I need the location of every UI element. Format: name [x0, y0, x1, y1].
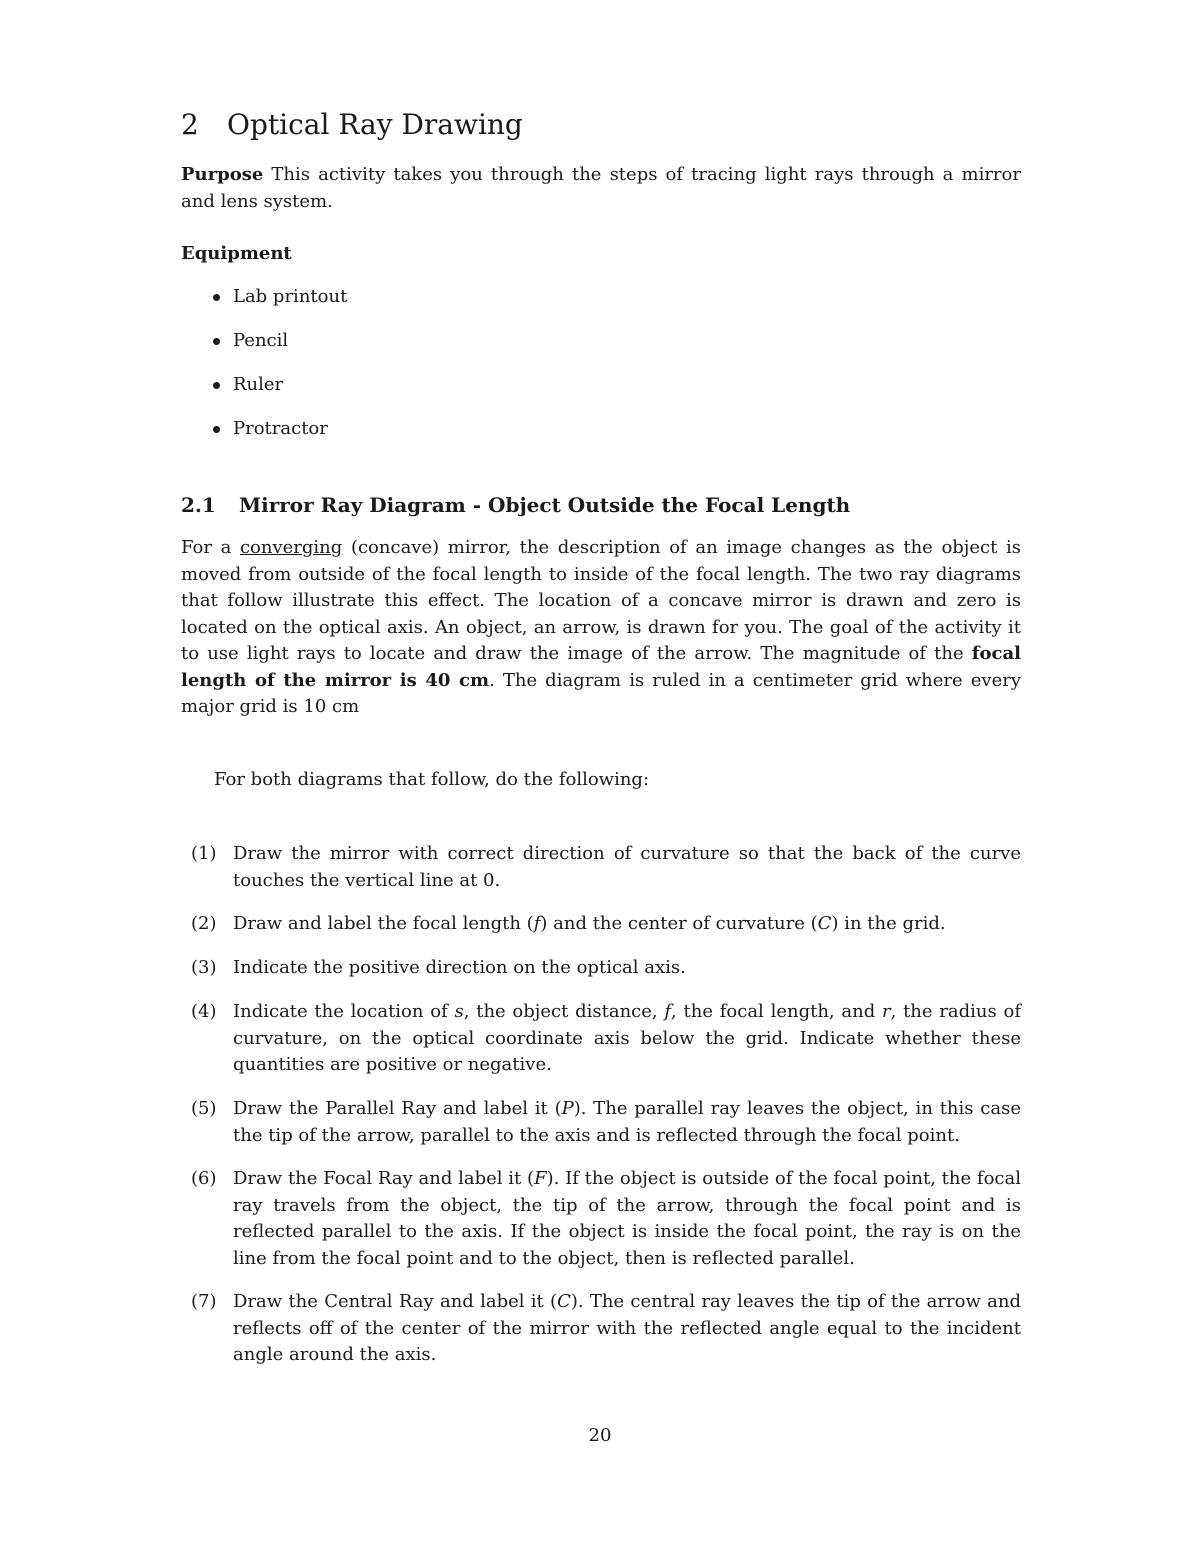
step-number: (5) [191, 1098, 217, 1119]
purpose-label: Purpose [181, 164, 264, 185]
step-number: (2) [191, 913, 217, 934]
instructions-lead: For both diagrams that follow, do the following: [214, 769, 650, 790]
subsection-heading [181, 493, 850, 517]
equipment-heading: Equipment [181, 243, 292, 264]
page-number: 20 [588, 1425, 612, 1446]
list-item: (4) Indicate the location of s, the object distance, f, the focal length, and r, the radius of curvature, on the optical coordinate axis below the grid. Indicate whether these quantities are positive or negative. [191, 1001, 1021, 1075]
steps-list [181, 841, 1021, 1369]
step-number: (7) [191, 1291, 217, 1312]
step-number: (1) [191, 843, 217, 864]
list-item: Lab printout [181, 284, 347, 328]
section-number: 2 [181, 108, 199, 141]
bullet-icon [213, 426, 220, 433]
bullet-icon [213, 382, 220, 389]
intro-paragraph: For a converging (concave) mirror, the description of an image changes as the object is moved from outside of the focal length to inside of the focal length. The two ray diagrams that follow illustrate this effect. The location of a concave mirror is drawn and zero is located on the optical axis. An object, an arrow, is drawn for you. The goal of the activity it to use light rays to locate and draw the image of the arrow. The magnitude of the focal length of the mirror is 40 cm. The diagram is ruled in a centimeter grid where every major grid is 10 cm [181, 537, 1022, 717]
purpose-paragraph [181, 162, 1021, 215]
underlined-term: converging [239, 537, 343, 558]
list-item: (7) Draw the Central Ray and label it (C). The central ray leaves the tip of the arrow and reflects off of the center of the mirror with the reflected angle equal to the incident angle around the axis. [191, 1291, 1021, 1365]
section-heading [181, 108, 523, 141]
bullet-icon [213, 338, 220, 345]
list-item: Protractor [181, 416, 347, 460]
purpose-text: This activity takes you through the steps of tracing light rays through a mirror and lens system. [181, 164, 1021, 212]
subsection-title: Mirror Ray Diagram - Object Outside the Focal Length [239, 493, 851, 517]
list-item: (1) Draw the mirror with correct direction of curvature so that the back of the curve touches the vertical line at 0. [191, 843, 1021, 891]
list-item: (2) Draw and label the focal length (f) and the center of curvature (C) in the grid. [181, 911, 1021, 955]
step-number: (4) [191, 1001, 217, 1022]
list-item: Ruler [181, 372, 347, 416]
subsection-number: 2.1 [181, 493, 216, 517]
focal-length-emphasis: focal length of the mirror is 40 cm [181, 643, 1021, 691]
step-number: (3) [191, 957, 217, 978]
equipment-list [181, 284, 347, 460]
step-number: (6) [191, 1168, 217, 1189]
bullet-icon [213, 294, 220, 301]
list-item: (6) Draw the Focal Ray and label it (F). If the object is outside of the focal point, the focal ray travels from the object, the tip of the arrow, through the focal point and is reflected parallel to the axis. If the object is inside the focal point, the ray is on the line from the focal point and to the object, then is reflected parallel. [191, 1168, 1021, 1269]
list-item: (5) Draw the Parallel Ray and label it (P). The parallel ray leaves the object, in this case the tip of the arrow, parallel to the axis and is reflected through the focal point. [191, 1098, 1022, 1146]
section-title: Optical Ray Drawing [227, 108, 523, 141]
list-item: (3) Indicate the positive direction on the optical axis. [181, 955, 1021, 999]
list-item: Pencil [181, 328, 347, 372]
